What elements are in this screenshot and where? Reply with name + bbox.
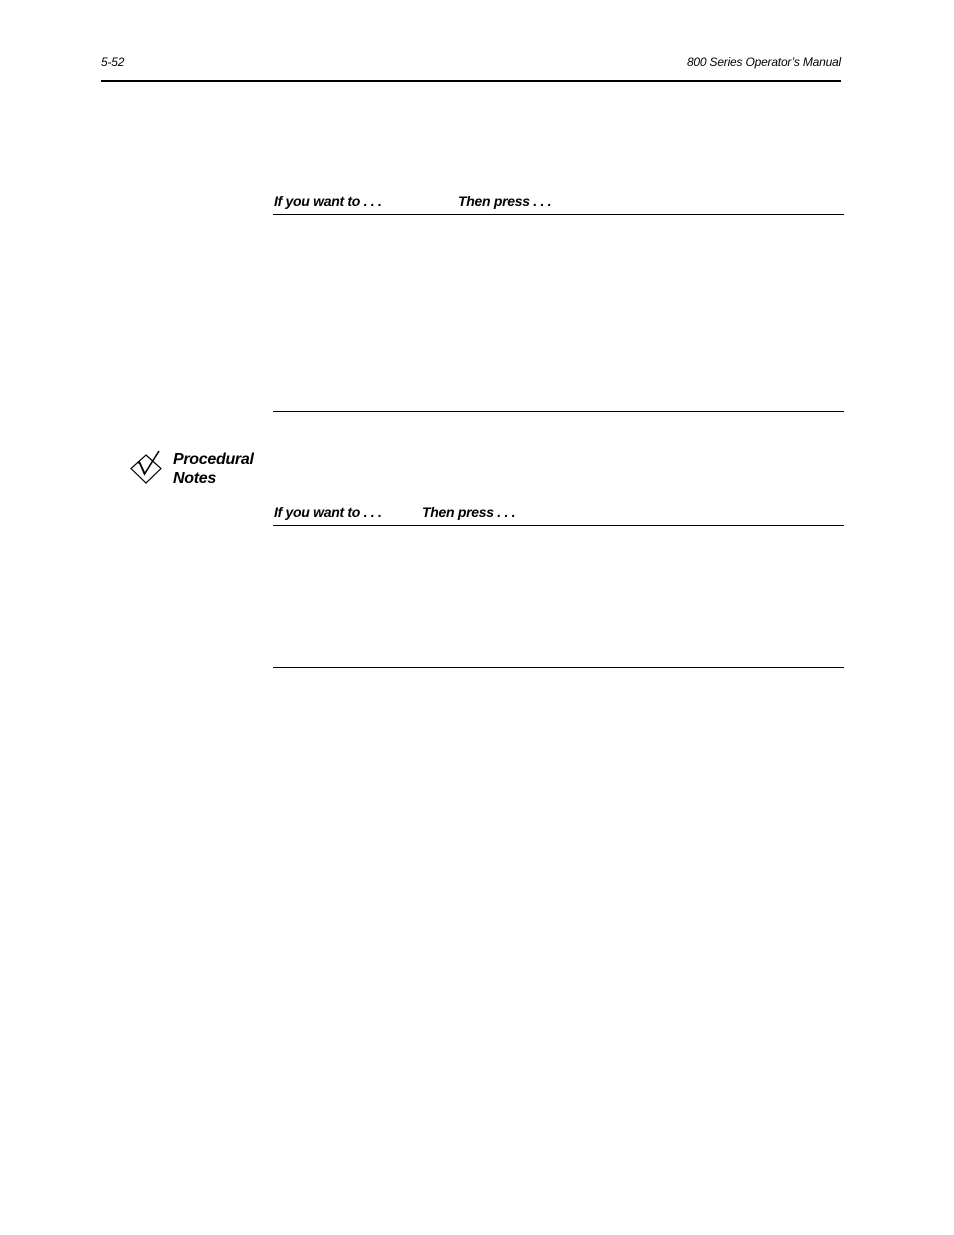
column-header-then: Then press . . .: [422, 504, 516, 520]
note-title-line-1: Procedural: [173, 451, 254, 468]
procedural-notes-heading: [173, 450, 254, 488]
checkmark-diamond-icon: [128, 448, 168, 488]
table-bottom-rule: [273, 667, 844, 668]
procedure-table-1: [273, 193, 844, 412]
procedure-table-2: [273, 504, 844, 668]
column-header-then: Then press . . .: [458, 193, 552, 209]
note-title-line-2: Notes: [173, 470, 216, 487]
header-divider: [101, 80, 841, 82]
column-header-if: If you want to . . .: [274, 193, 382, 209]
table-bottom-rule: [273, 411, 844, 412]
page-number: 5-52: [101, 55, 125, 69]
table-header-row: [273, 504, 844, 526]
manual-title: 800 Series Operator’s Manual: [686, 55, 841, 69]
column-header-if: If you want to . . .: [274, 504, 382, 520]
table-header-row: [273, 193, 844, 215]
